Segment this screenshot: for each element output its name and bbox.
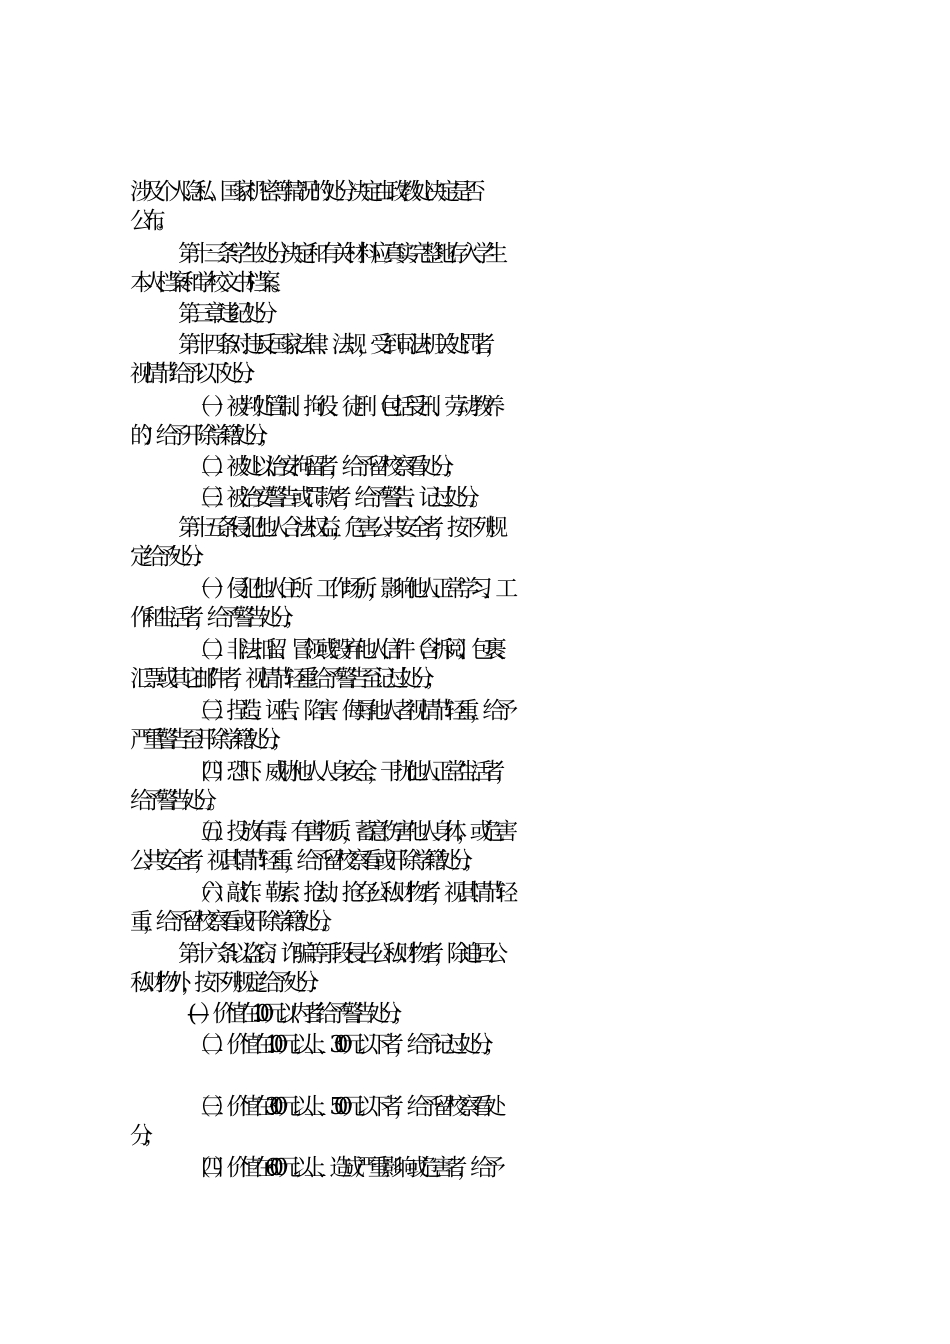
text-line: 第十四条对违反国家法律、法规，受到司法机关处罚者，	[178, 332, 499, 358]
text-line: （一）被判处管制、拘役、徒刑（包括受刑、劳动教养	[188, 394, 496, 420]
text-line: 的）给予开除学籍处分；	[130, 423, 271, 449]
text-line: 私财物外，按下列规定给予处分：	[130, 970, 323, 996]
text-line: 第十五条侵犯他人合法权益，危害公共安全者，按下列规	[178, 515, 499, 541]
text-line: （四）价值在600元以上、造成严重影响或危害者，给予	[188, 1155, 496, 1181]
text-line: 公布。	[130, 208, 169, 234]
text-line: 汇票或其它邮件者，视情节轻重给予警告至记过处分；	[130, 666, 438, 692]
text-line: （三）价值在300元以上、500元以下者，给予留校察看处	[188, 1094, 497, 1120]
text-line: 给予警告处分。	[130, 788, 220, 814]
text-line: 公共安全者，视其情节轻重，给予留校察看或开除学籍处分；	[130, 848, 476, 874]
text-line: 视情节给予以下处分：	[130, 361, 259, 387]
text-line: （三）捏造、诬告、陷害、侮辱他人者视情节轻重，给予	[188, 698, 509, 724]
text-line: 涉及个人隐私、国家机密等情况的处分决定由政教处决定是否	[130, 179, 476, 205]
text-line: （一）侵犯他人住所、工作场所，影响他人正常学习、工	[188, 576, 509, 602]
text-line: （五）投放有毒、有害物质，蓄意伤害他人身体，或危害	[188, 819, 509, 845]
text-line: （六）敲诈、勒索、抢劫、抢夺公私财物者，视其情节轻	[188, 880, 509, 906]
text-line: （三）被治安警告或罚款者，给予警告、记过处分。	[188, 485, 483, 511]
text-line: 作和生活者，给予警告处分；	[130, 605, 297, 631]
text-line: 第十六条以盗窃、诈骗等手段侵占公私财物者，除追回公	[178, 941, 499, 967]
text-line: (—）价值在100元以内者给予警告处分；	[188, 1001, 405, 1027]
text-line: 第十三条学生处分决定和有关材料应真实完整地存入学生	[178, 241, 499, 267]
text-line: 严重警告至开除学籍处分；	[130, 727, 284, 753]
text-line: （四）恐吓、威胁他人人身安全，干扰他人正常生活者，	[188, 759, 509, 785]
text-line: 分；	[130, 1123, 156, 1149]
text-line: 重，给予留校察看或开除学籍处分。	[130, 909, 335, 935]
text-line: （二）非法扣留、冒领或毁弃他人信件（含拆阅）、包裹、	[188, 637, 510, 663]
text-line: 定给予处分：	[130, 544, 207, 570]
text-line: （二）被处以治安拘留者，给予留校察看处分；	[188, 454, 457, 480]
text-line: （二）价值在100元以上、300元以下者，给予记过处分；	[188, 1032, 497, 1058]
chapter-heading: 第三章违纪处分	[178, 301, 268, 327]
text-line: 本人档案和学校文书档案。	[130, 270, 284, 296]
